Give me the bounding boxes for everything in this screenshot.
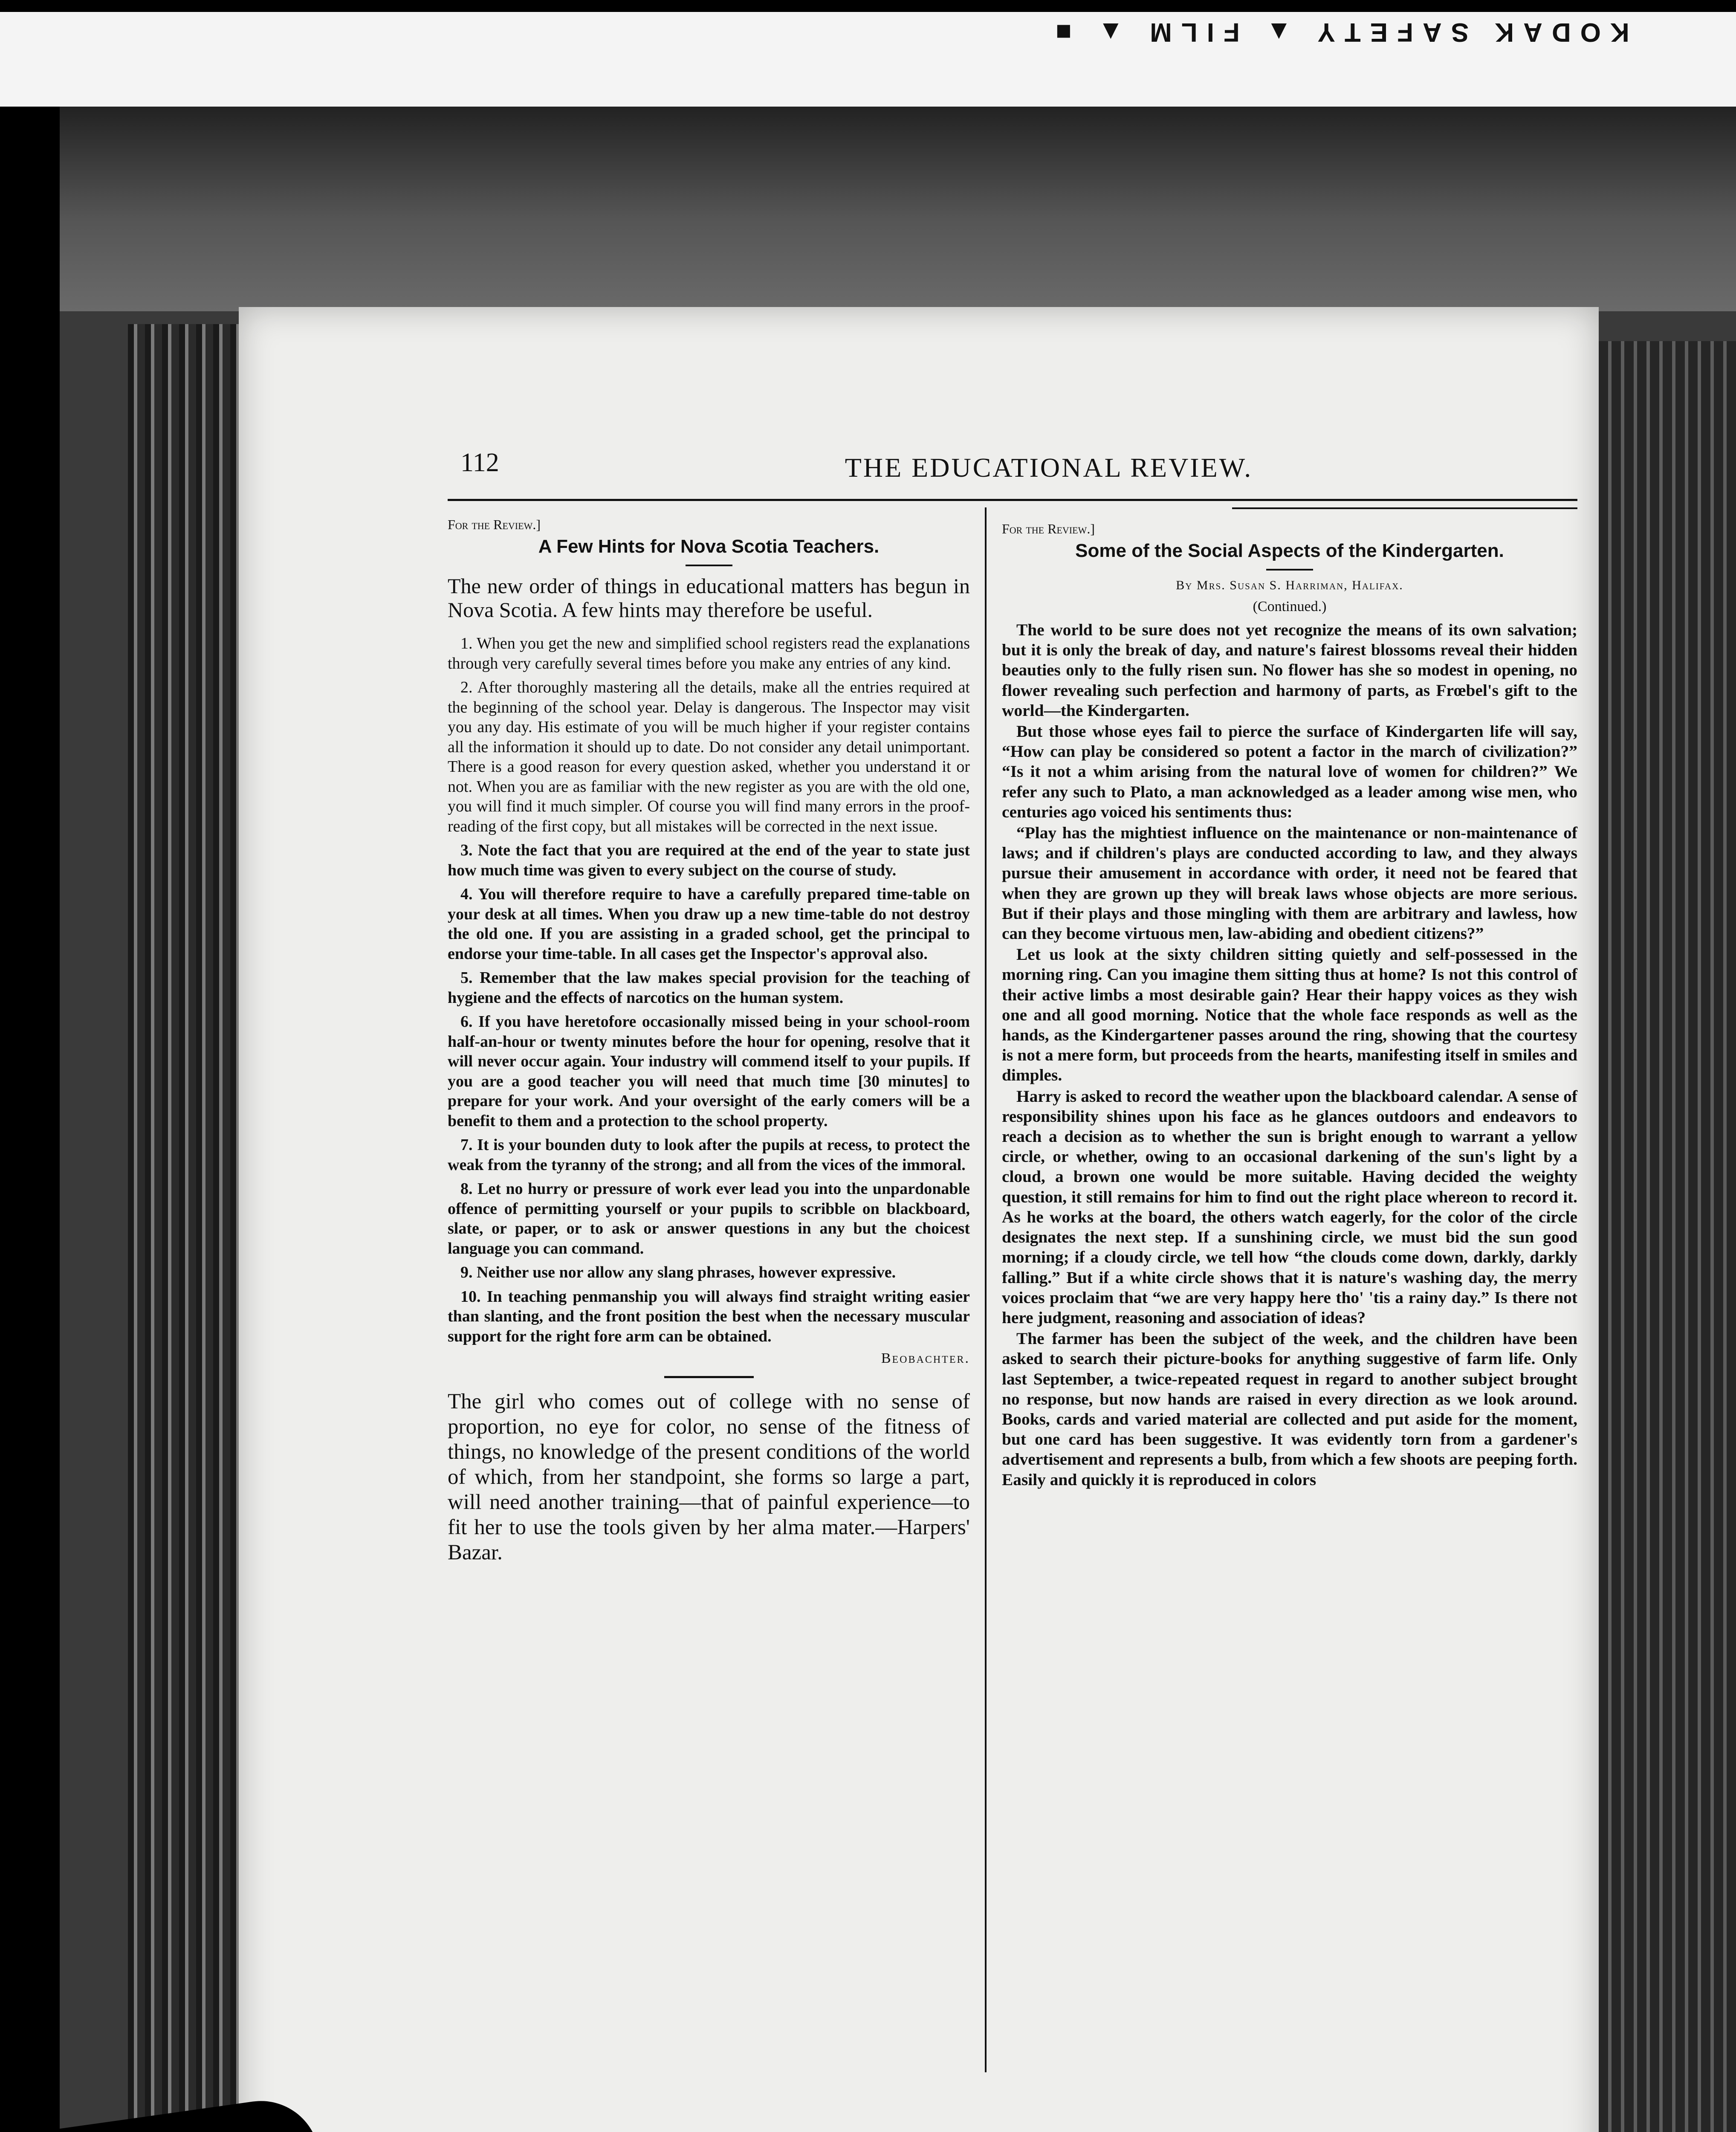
scan-top-shadow (60, 107, 1736, 311)
film-strip-top (0, 0, 1736, 107)
article-paragraph: The farmer has been the subject of the week, and the children have been asked to search their picture-books for anything suggestive of farm life. Only last September, a twice-repeated request in regard to another subject brought no response, but now hands are raised in every direction as we look around. Books, cards and varied material are collected and put aside for the moment, but one card has been suggestive. It was evidently torn from a gardener's advertisement and represents a bulb, from which a few shoots are peeping forth. Easily and quickly it is reproduced in colors (1002, 1329, 1577, 1489)
page-number: 112 (460, 448, 499, 477)
hint-item: 1. When you get the new and simplified school registers read the explanations through very carefully several times before you make any entries of any kind. (448, 634, 970, 672)
header-rule (448, 499, 1577, 501)
hint-item: 9. Neither use nor allow any slang phrases, however expressive. (460, 1263, 896, 1281)
hint-item: 7. It is your bounden duty to look after the pupils at recess, to protect the weak from the tyranny of the strong; and all from the vices of the immoral. (448, 1136, 970, 1174)
film-edge-marking: KODAK SAFETY ▲ FILM ▲ ■ (1046, 17, 1629, 47)
closing-quote: The girl who comes out of college with no sense of proportion, no eye for color, no sense of the fitness of things, no knowledge of the present conditions of the world of which, from her standpoint, she forms so large a part, will need another training—that of painful experience—to fit her to use the tools given by her alma mater.—Harpers' Bazar. (448, 1390, 970, 1564)
book-page (239, 307, 1599, 2132)
book-right-edge-pages (1599, 341, 1736, 2132)
hint-item: 5. Remember that the law makes special provision for the teaching of hygiene and the effects of narcotics on the human system. (448, 969, 970, 1007)
hint-item: 4. You will therefore require to have a carefully prepared time-table on your desk at all times. When you draw up a new time-table do not destroy the old one. If you are assisting in a graded school, get the principal to endorse your time-table. In all cases get the Inspector's approval also. (448, 885, 970, 963)
article-title: A Few Hints for Nova Scotia Teachers. (538, 536, 880, 557)
article-title: Some of the Social Aspects of the Kindergarten. (1075, 540, 1504, 561)
hint-item: 6. If you have heretofore occasionally missed being in your school-room half-an-hour or twenty minutes before the hour for opening, resolve that it will never occur again. Your industry will commend itself to your pupils. If you are a good teacher you will need that much time [30 minutes] to prepare for your work. And your oversight of the early comers will be a benefit to them and a protection to the school property. (448, 1013, 970, 1130)
header-rule-right (1232, 507, 1577, 509)
continued-note: (Continued.) (1253, 599, 1327, 614)
hint-item: 10. In teaching penmanship you will always find straight writing easier than slanting, and the front position the best when the necessary muscular support for the right fore arm can be obtained. (448, 1287, 970, 1345)
book-spine-pages (128, 324, 239, 2132)
article-paragraph: Harry is asked to record the weather upon the blackboard calendar. A sense of responsibility shines upon his face as he glances outdoors and endeavors to reach a decision as to whether the sun is bright enough to warrant a yellow circle, or whether, owing to an occasional darkening of the sun's light by a cloud, a brown one would be more suitable. Having decided the weighty question, it still remains for him to find out the right place whereon to record it. As he works at the board, the others watch eagerly, for the color of the circle designates the next step. If a sunshining circle, we must bid the sun good morning; if a cloudy circle, we tell how “the clouds come down, darkly, darkly falling.” But if a white circle shows that it is nature's washing day, the merry voices proclaim that “we are very happy here tho' 'tis a rainy day.” Is there not here judgment, reasoning and association of ideas? (1002, 1086, 1577, 1327)
article-byline: By Mrs. Susan S. Harriman, Halifax. (1176, 578, 1403, 592)
source-note: For the Review.] (1002, 521, 1095, 536)
article-paragraph: But those whose eyes fail to pierce the surface of Kindergarten life will say, “How can play be considered so potent a factor in the march of civilization?” “Is it not a whim arising from the natural love of women for children?” We refer any such to Plato, a man acknowledged as a leader among wise men, who centuries ago voiced his sentiments thus: (1002, 722, 1577, 821)
article-signature: Beobachter. (881, 1350, 970, 1366)
source-note: For the Review.] (448, 517, 541, 532)
section-separator (664, 1376, 754, 1378)
article-paragraph: Let us look at the sixty children sitting quietly and self-possessed in the morning ring. Can you imagine them sitting thus at home? Is not this control of their active limbs a most desirable gain? Hear their happy voices as they wish one and all good morning. Notice that the whole face responds as well as the hands, as the Kindergartener passes around the ring, showing that the courtesy is not a mere form, but proceeds from the hearts, manifesting itself in smiles and dimples. (1002, 945, 1577, 1085)
running-title: THE EDUCATIONAL REVIEW. (845, 452, 1253, 483)
left-column (448, 516, 970, 1565)
right-column (1002, 520, 1577, 1491)
hint-item: 2. After thoroughly mastering all the details, make all the entries required at the beginning of the school year. Delay is dangerous. The Inspector may visit you any day. His estimate of you will be much higher if your register contains all the information it should up to date. Do not consider any detail unimportant. There is a good reason for every question asked, whether you understand it or not. When you are as familiar with the new register as you are with the old one, you will find it much simpler. Of course you will find many errors in the proof-reading of the first copy, but all mistakes will be corrected in the next issue. (448, 678, 970, 835)
film-strip-left (0, 107, 60, 2132)
hint-item: 8. Let no hurry or pressure of work ever lead you into the unpardonable offence of permitting yourself or your pupils to scribble on blackboard, slate, or paper, or to ask or answer questions in any but the choicest language you can command. (448, 1180, 970, 1257)
title-rule (1266, 569, 1313, 571)
article-lead: The new order of things in educational matters has begun in Nova Scotia. A few hints may therefore be useful. (448, 574, 970, 622)
article-paragraph: “Play has the mightiest influence on the maintenance or non-maintenance of laws; and if children's plays are conducted according to law, and they always pursue their amusement in accordance with order, it need not be feared that when they are grown up they will break laws whose objects are more serious. But if their plays and those mingling with them are arbitrary and lawless, how can they become virtuous men, law-abiding and obedient citizens?” (1002, 823, 1577, 943)
column-divider (985, 507, 987, 2072)
article-paragraph: The world to be sure does not yet recognize the means of its own salvation; but it is only the break of day, and nature's fairest blossoms reveal their hidden beauties only to the fully risen sun. No flower has she so modest in opening, no flower revealing such perfection and harmony of parts, as Frœbel's gift to the world—the Kindergarten. (1002, 620, 1577, 720)
hint-item: 3. Note the fact that you are required at the end of the year to state just how much time was given to every subject on the course of study. (448, 841, 970, 879)
film-top-border (0, 0, 1736, 12)
title-rule (686, 565, 732, 566)
